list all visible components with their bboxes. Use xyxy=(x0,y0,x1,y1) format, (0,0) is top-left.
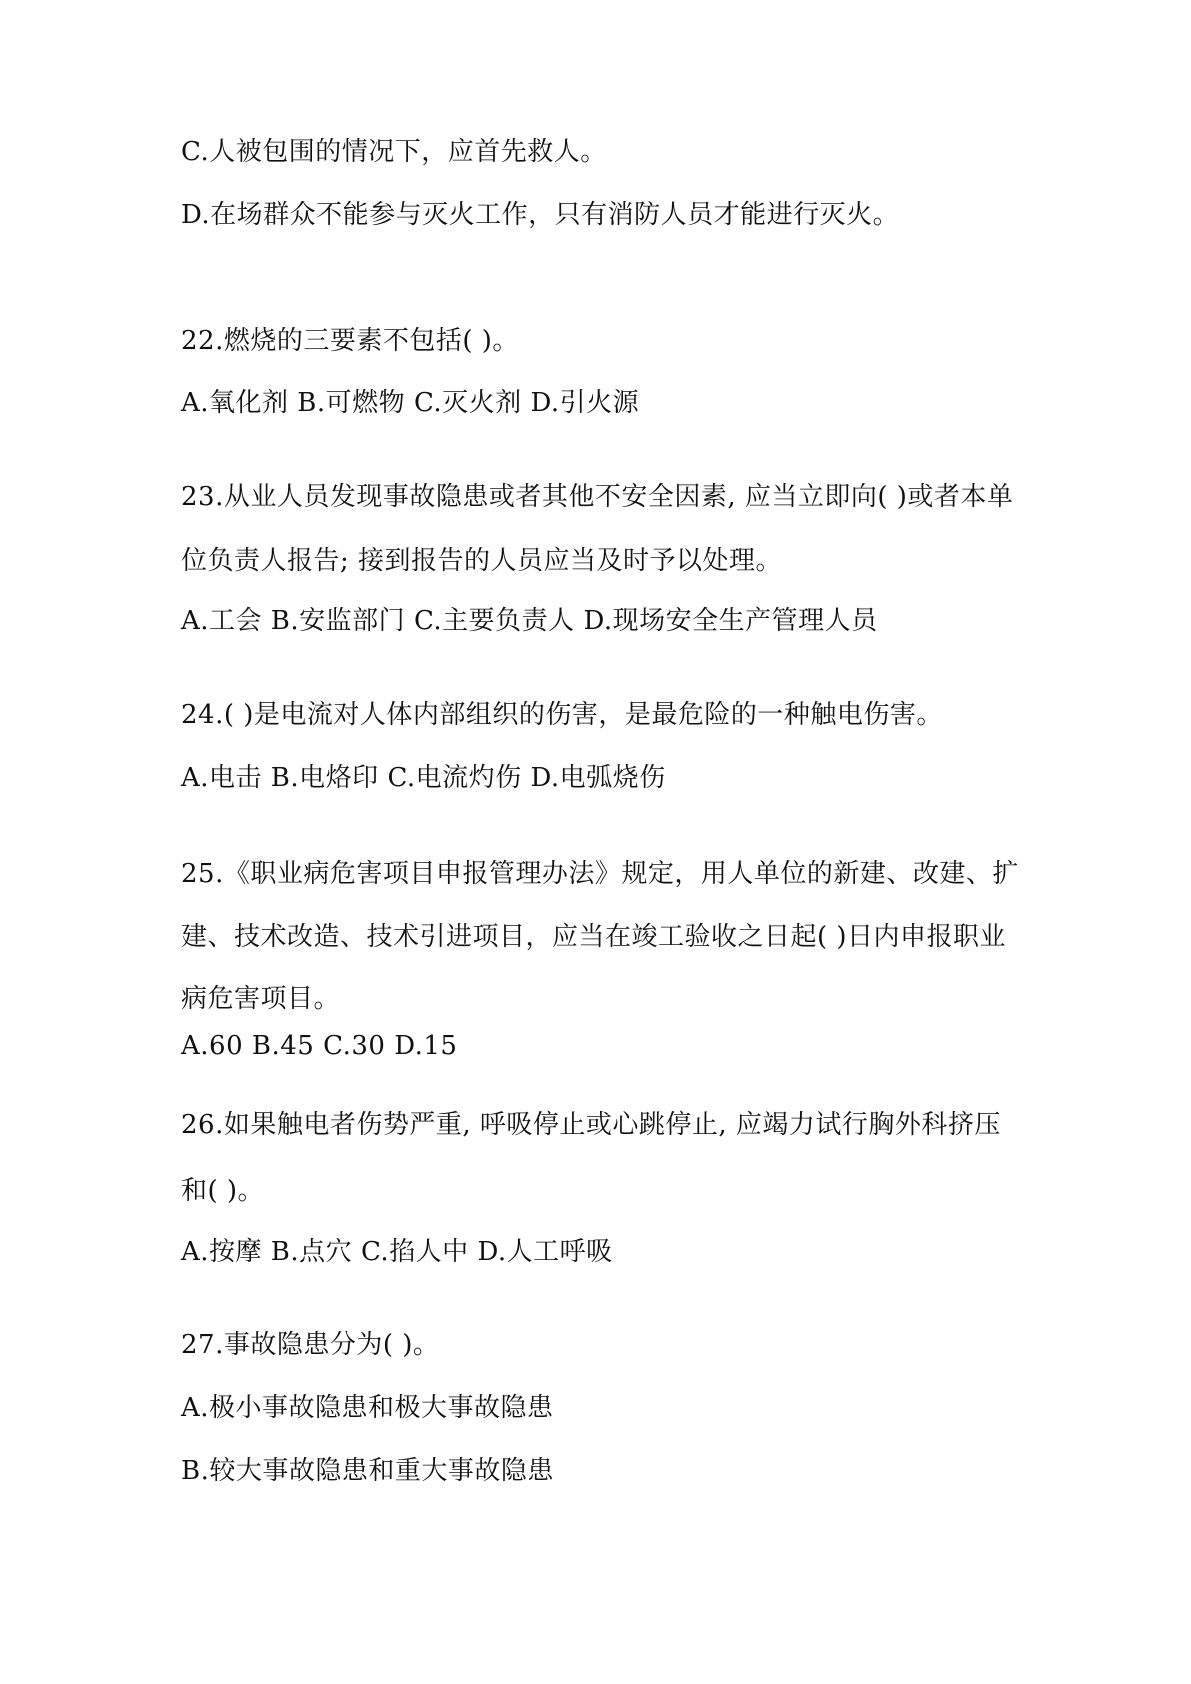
q25-stem-line2: 建、技术改造、技术引进项目，应当在竣工验收之日起( )日内申报职业 xyxy=(181,922,1007,952)
q23-stem-line1: 23.从业人员发现事故隐患或者其他不安全因素, 应当立即向( )或者本单 xyxy=(181,482,1014,512)
q27-option-b: B.较大事故隐患和重大事故隐患 xyxy=(181,1456,554,1486)
q24-stem: 24.( )是电流对人体内部组织的伤害，是最危险的一种触电伤害。 xyxy=(181,700,943,730)
q22-stem: 22.燃烧的三要素不包括( )。 xyxy=(181,326,519,356)
q21-option-d: D.在场群众不能参与灭火工作，只有消防人员才能进行灭火。 xyxy=(181,200,900,230)
q22-options: A.氧化剂 B.可燃物 C.灭火剂 D.引火源 xyxy=(181,388,640,418)
q23-options: A.工会 B.安监部门 C.主要负责人 D.现场安全生产管理人员 xyxy=(181,606,878,636)
q27-option-a: A.极小事故隐患和极大事故隐患 xyxy=(181,1393,554,1423)
q24-options: A.电击 B.电烙印 C.电流灼伤 D.电弧烧伤 xyxy=(181,763,666,793)
q27-stem: 27.事故隐患分为( )。 xyxy=(181,1330,440,1360)
q26-stem-line2: 和( )。 xyxy=(181,1176,265,1206)
q21-option-c: C.人被包围的情况下，应首先救人。 xyxy=(181,137,607,167)
q26-stem-line1: 26.如果触电者伤势严重, 呼吸停止或心跳停止, 应竭力试行胸外科挤压 xyxy=(181,1110,1001,1140)
q26-options: A.按摩 B.点穴 C.掐人中 D.人工呼吸 xyxy=(181,1237,613,1267)
q25-stem-line1: 25.《职业病危害项目申报管理办法》规定，用人单位的新建、改建、扩 xyxy=(181,859,1019,889)
q23-stem-line2: 位负责人报告; 接到报告的人员应当及时予以处理。 xyxy=(181,546,783,576)
q25-stem-line3: 病危害项目。 xyxy=(181,984,341,1014)
q25-options: A.60 B.45 C.30 D.15 xyxy=(181,1031,458,1061)
